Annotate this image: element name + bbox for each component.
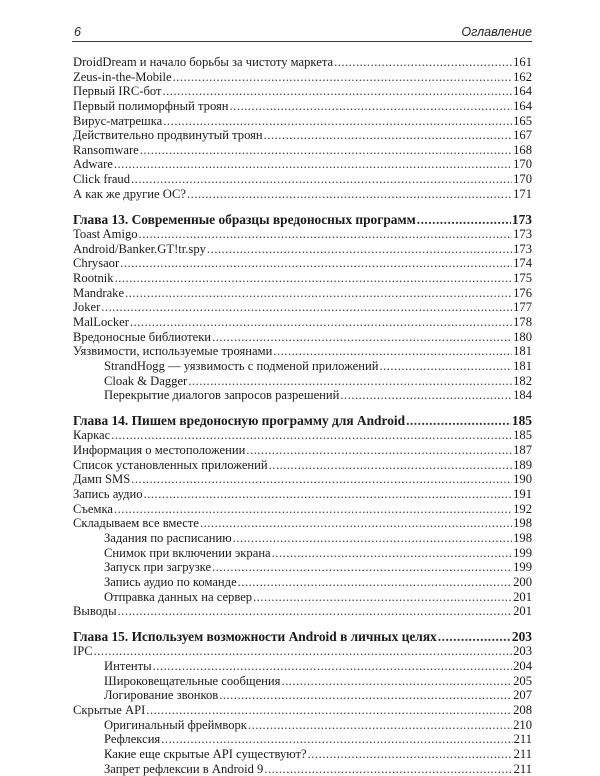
toc-entry-title: А как же другие ОС?: [73, 186, 187, 201]
toc-entry-page-number: 173: [513, 227, 532, 242]
toc-entry-title: Вредоносные библиотеки: [73, 329, 212, 344]
toc-entry-page-number: 203: [511, 629, 532, 645]
dot-leader: [144, 487, 513, 502]
toc-entry-title: Adware: [73, 157, 113, 172]
toc-entry-title: Уязвимости, используемые троянами: [73, 344, 273, 359]
toc-entry-title: Съемка: [73, 501, 113, 516]
toc-entry-title: Cloak & Dagger: [104, 373, 188, 388]
toc-entry[interactable]: [73, 330, 532, 345]
toc-entry-page-number: 164: [513, 84, 532, 99]
dot-leader: [379, 359, 512, 374]
toc-entry-title: Интенты: [104, 659, 152, 674]
dot-leader: [308, 747, 513, 762]
dot-leader: [238, 575, 512, 590]
toc-entry-page-number: 176: [513, 285, 532, 300]
toc-entry[interactable]: [73, 674, 532, 689]
page-number: 6: [74, 25, 81, 39]
toc-entry[interactable]: [73, 114, 532, 129]
toc-entry-page-number: 198: [513, 516, 532, 531]
toc-entry[interactable]: [73, 703, 532, 718]
toc-entry-title: Перекрытие диалогов запросов разрешений: [104, 388, 340, 403]
toc-entry-page-number: 175: [513, 271, 532, 286]
toc-entry[interactable]: [73, 560, 532, 575]
toc-entry[interactable]: [73, 659, 532, 674]
toc-entry[interactable]: [73, 99, 532, 114]
dot-leader: [115, 271, 513, 286]
toc-entry-page-number: 199: [513, 545, 532, 560]
toc-entry-title: Информация о местоположении: [73, 443, 246, 458]
toc-entry-page-number: 161: [513, 55, 532, 69]
toc-entry-title: IPC: [73, 644, 93, 659]
toc-entry-title: Глава 15. Используем возможности Android в личных целях: [73, 629, 437, 645]
toc-entry[interactable]: [73, 531, 532, 546]
toc-entry-page-number: 210: [513, 717, 532, 732]
toc-entry[interactable]: [73, 516, 532, 531]
toc-entry-page-number: 204: [513, 659, 532, 674]
dot-leader: [264, 128, 512, 143]
toc-entry-page-number: 178: [513, 314, 532, 329]
toc-entry[interactable]: [73, 300, 532, 315]
dot-leader: [146, 703, 512, 718]
dot-leader: [334, 55, 512, 70]
toc-entry-page-number: 165: [513, 113, 532, 128]
toc-entry[interactable]: [73, 487, 532, 502]
toc-entry-title: Chrysaor: [73, 256, 120, 271]
dot-leader: [417, 212, 511, 227]
dot-leader: [406, 413, 511, 428]
toc-entry[interactable]: [73, 187, 532, 202]
toc-entry-page-number: 189: [513, 457, 532, 472]
toc-entry-page-number: 170: [513, 172, 532, 187]
toc-entry-page-number: 185: [511, 413, 532, 429]
toc-entry-title: Android/Banker.GT!tr.spy: [73, 241, 206, 256]
toc-entry-title: Вирус-матрешка: [73, 113, 163, 128]
toc-entry[interactable]: [73, 458, 532, 473]
dot-leader: [118, 604, 513, 619]
dot-leader: [230, 99, 513, 114]
toc-entry-title: Отправка данных на сервер: [104, 589, 253, 604]
toc-entry-page-number: 185: [513, 428, 532, 443]
toc-entry-title: Какие еще скрытые API существуют?: [104, 746, 307, 761]
toc-entry-page-number: 168: [513, 142, 532, 157]
toc-entry-page-number: 198: [513, 530, 532, 545]
dot-leader: [131, 472, 512, 487]
toc-entry-title: Дамп SMS: [73, 472, 131, 487]
dot-leader: [438, 629, 511, 644]
dot-leader: [212, 330, 512, 345]
toc-chapter-entry[interactable]: [73, 629, 532, 644]
toc-entry[interactable]: [73, 84, 532, 99]
toc-entry[interactable]: [73, 443, 532, 458]
toc-entry-page-number: 201: [513, 604, 532, 619]
toc-entry-title: Запрет рефлексии в Android 9: [104, 761, 264, 776]
page-header: [72, 24, 532, 42]
toc-entry[interactable]: [73, 428, 532, 443]
dot-leader: [140, 143, 512, 158]
dot-leader: [272, 546, 512, 561]
toc-entry-title: Глава 13. Современные образцы вредоносных программ: [73, 211, 416, 227]
dot-leader: [125, 286, 512, 301]
toc-entry-title: Задания по расписанию: [104, 530, 232, 545]
toc-entry-title: Запись аудио: [73, 487, 143, 502]
dot-leader: [340, 388, 512, 403]
toc-entry[interactable]: [73, 604, 532, 619]
toc-entry-page-number: 211: [513, 732, 532, 747]
toc-entry[interactable]: [73, 242, 532, 257]
dot-leader: [207, 242, 512, 257]
dot-leader: [120, 256, 512, 271]
toc-entry-page-number: 191: [513, 487, 532, 502]
toc-entry-page-number: 207: [513, 688, 532, 703]
dot-leader: [131, 172, 512, 187]
toc-entry-page-number: 182: [513, 373, 532, 388]
toc-entry-title: Toast Amigo: [73, 227, 138, 242]
dot-leader: [163, 84, 513, 99]
toc-entry-page-number: 201: [513, 589, 532, 604]
toc-entry-page-number: 190: [513, 472, 532, 487]
toc-entry-page-number: 211: [513, 746, 532, 761]
toc-entry-page-number: 211: [513, 761, 532, 776]
toc-entry-page-number: 164: [513, 98, 532, 113]
toc-entry-title: Широковещательные сообщения: [104, 673, 281, 688]
toc-entry-title: Rootnik: [73, 271, 114, 286]
toc-entry-page-number: 180: [513, 329, 532, 344]
toc-entry-title: Скрытые API: [73, 703, 146, 718]
toc-entry[interactable]: [73, 128, 532, 143]
toc-entry-page-number: 205: [513, 673, 532, 688]
toc-entry-title: Список установленных приложений: [73, 457, 268, 472]
toc-entry[interactable]: [73, 227, 532, 242]
toc-entry[interactable]: [73, 143, 532, 158]
dot-leader: [139, 227, 513, 242]
running-title: Оглавление: [461, 25, 532, 39]
toc-entry-page-number: 184: [513, 388, 532, 403]
toc-chapter-entry[interactable]: [73, 212, 532, 227]
toc-entry-title: Оригинальный фреймворк: [104, 717, 247, 732]
toc-entry-title: Выводы: [73, 604, 117, 619]
dot-leader: [188, 374, 512, 389]
toc-entry-title: Ransomware: [73, 142, 139, 157]
toc-entry-title: DroidDream и начало борьбы за чистоту маркета: [73, 55, 334, 69]
toc-entry-title: Действительно продвинутый троян: [73, 128, 263, 143]
dot-leader: [200, 516, 512, 531]
toc-entry-title: StrandHogg — уязвимость с подменой приложений: [104, 358, 379, 373]
dot-leader: [248, 718, 512, 733]
toc-entry-page-number: 203: [513, 644, 532, 659]
dot-leader: [187, 187, 512, 202]
toc-entry[interactable]: [73, 359, 532, 374]
toc-entry-page-number: 192: [513, 501, 532, 516]
dot-leader: [269, 458, 512, 473]
dot-leader: [219, 688, 512, 703]
toc-entry[interactable]: [73, 718, 532, 733]
toc-entry-page-number: 171: [513, 186, 532, 201]
toc-entry-title: Mandrake: [73, 285, 125, 300]
dot-leader: [212, 560, 512, 575]
toc-entry-title: Click fraud: [73, 172, 131, 187]
toc-entry[interactable]: [73, 374, 532, 389]
table-of-contents: [73, 55, 532, 776]
dot-leader: [264, 762, 512, 776]
toc-entry[interactable]: [73, 762, 532, 776]
toc-entry-page-number: 200: [513, 574, 532, 589]
dot-leader: [233, 531, 512, 546]
toc-entry-title: Запись аудио по команде: [104, 574, 237, 589]
toc-entry[interactable]: [73, 747, 532, 762]
toc-entry[interactable]: [73, 157, 532, 172]
dot-leader: [281, 674, 512, 689]
toc-entry-page-number: 187: [513, 443, 532, 458]
toc-entry-title: Joker: [73, 300, 101, 315]
toc-entry-title: Рефлексия: [104, 732, 161, 747]
toc-entry[interactable]: [73, 344, 532, 359]
toc-entry[interactable]: [73, 388, 532, 403]
dot-leader: [163, 114, 512, 129]
toc-entry-page-number: 181: [513, 344, 532, 359]
toc-entry-page-number: 173: [511, 211, 532, 227]
toc-entry-page-number: 162: [513, 69, 532, 84]
toc-entry-title: Снимок при включении экрана: [104, 545, 271, 560]
toc-entry[interactable]: [73, 502, 532, 517]
toc-chapter-entry[interactable]: [73, 413, 532, 428]
toc-entry-title: Zeus-in-the-Mobile: [73, 69, 172, 84]
toc-entry[interactable]: [73, 70, 532, 85]
dot-leader: [114, 502, 512, 517]
toc-entry[interactable]: [73, 590, 532, 605]
toc-entry[interactable]: [73, 55, 532, 70]
dot-leader: [111, 428, 512, 443]
toc-entry[interactable]: [73, 271, 532, 286]
toc-entry[interactable]: [73, 256, 532, 271]
toc-entry[interactable]: [73, 688, 532, 703]
toc-entry-page-number: 208: [513, 703, 532, 718]
toc-entry-page-number: 174: [513, 256, 532, 271]
toc-entry[interactable]: [73, 644, 532, 659]
dot-leader: [153, 659, 512, 674]
toc-entry-title: Запуск при загрузке: [104, 560, 212, 575]
dot-leader: [173, 70, 512, 85]
toc-entry-page-number: 181: [513, 358, 532, 373]
dot-leader: [101, 300, 512, 315]
toc-entry-page-number: 167: [513, 128, 532, 143]
toc-entry-page-number: 177: [513, 300, 532, 315]
toc-entry-title: Первый полиморфный троян: [73, 98, 229, 113]
toc-entry-title: MalLocker: [73, 314, 129, 329]
dot-leader: [130, 315, 512, 330]
toc-entry[interactable]: [73, 546, 532, 561]
toc-entry-title: Складываем все вместе: [73, 516, 199, 531]
toc-entry[interactable]: [73, 286, 532, 301]
toc-entry-title: Глава 14. Пишем вредоносную программу для Android: [73, 413, 406, 429]
dot-leader: [161, 732, 512, 747]
dot-leader: [114, 157, 512, 172]
toc-entry-page-number: 199: [513, 560, 532, 575]
dot-leader: [273, 344, 512, 359]
toc-entry-page-number: 173: [513, 241, 532, 256]
toc-entry-title: Логирование звонков: [104, 688, 219, 703]
toc-entry-title: Первый IRC-бот: [73, 84, 162, 99]
dot-leader: [246, 443, 512, 458]
dot-leader: [94, 644, 513, 659]
toc-entry[interactable]: [73, 732, 532, 747]
dot-leader: [253, 590, 512, 605]
toc-entry[interactable]: [73, 172, 532, 187]
toc-entry-page-number: 170: [513, 157, 532, 172]
toc-entry[interactable]: [73, 575, 532, 590]
toc-entry[interactable]: [73, 472, 532, 487]
toc-entry[interactable]: [73, 315, 532, 330]
toc-entry-title: Каркас: [73, 428, 111, 443]
